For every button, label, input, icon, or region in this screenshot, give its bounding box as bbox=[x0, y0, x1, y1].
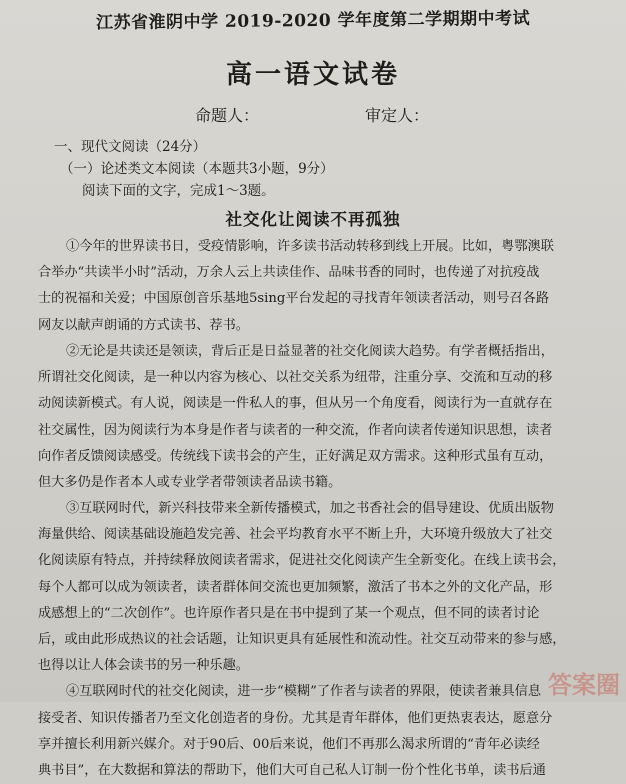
section-heading: 一、现代文阅读（24分） bbox=[54, 139, 207, 155]
setter-label: 命题人： bbox=[195, 106, 260, 125]
watermark-logo: 答案圈 bbox=[548, 671, 620, 699]
paragraph-line: 典书目”，在大数据和算法的帮助下，他们大可自己私人订制一份个性化书单，读书后通 bbox=[38, 763, 546, 778]
paragraph-line: ②无论是共读还是领读，背后正是日益显著的社交化阅读大趋势。有学者概括指出， bbox=[66, 344, 554, 359]
paragraph-line: 海量供给、阅读基础设施趋发完善、社会平均教育水平不断上升，大环境升级放大了社交 bbox=[38, 527, 553, 543]
paragraph-line: 向作者反馈阅读感受。传统线下读书会的产生，正好满足双方需求。这种形式虽有互动， bbox=[38, 448, 553, 464]
paragraph-4 bbox=[38, 679, 608, 784]
exam-header: 江苏省淮阴中学 2019-2020 学年度第二学期期中考试 bbox=[95, 8, 531, 34]
paragraph-2 bbox=[38, 339, 608, 496]
paragraph-line: 但大多仍是作者本人或专业学者带领读者品读书籍。 bbox=[38, 475, 342, 491]
instruction-text: 阅读下面的文字，完成1～3题。 bbox=[82, 183, 275, 199]
paragraph-line: ④互联网时代的社交化阅读，进一步“模糊”了作者与读者的界限，使读者兼具信息 bbox=[66, 684, 542, 700]
paragraph-1 bbox=[38, 234, 608, 339]
paragraph-line: 接受者、知识传播者乃至文化创造者的身份。尤其是青年群体，他们更热衷表达，愿意分 bbox=[38, 710, 553, 726]
article-title: 社交化让阅读不再孤独 bbox=[225, 210, 401, 229]
paragraph-line: 合举办“共读半小时”活动，万余人云上共读佳作、品味书香的同时，也传递了对抗疫战 bbox=[38, 265, 540, 281]
paragraph-line: 化阅读原有特点，并持续释放阅读者需求，促进社交化阅读产生全新变化。在线上读书会， bbox=[38, 553, 566, 569]
paragraph-line: 成感想上的“二次创作”。也许原作者只是在书中提到了某一个观点，但不同的读者讨论 bbox=[38, 605, 540, 621]
subsection-heading: （一）论述类文本阅读（本题共3小题，9分） bbox=[60, 161, 334, 177]
paragraph-line: 网友以献声朗诵的方式读书、荐书。 bbox=[38, 317, 249, 333]
paragraph-line: 社交属性，因为阅读行为本身是作者与读者的一种交流，作者向读者传递知识思想，读者 bbox=[38, 422, 553, 438]
paragraph-line: 享并擅长利用新兴媒介。对于90后、00后来说，他们不再那么渴求所谓的“青年必读经 bbox=[38, 736, 540, 752]
paragraph-line: 每个人都可以成为领读者，读者群体间交流也更加频繁，激活了书本之外的文化产品，形 bbox=[38, 579, 553, 595]
paragraph-line: ③互联网时代，新兴科技带来全新传播模式，加之书香社会的倡导建设、优质出版物 bbox=[66, 501, 554, 516]
paragraph-line: 所谓社交化阅读，是一种以内容为核心、以社交关系为纽带，注重分享、交流和互动的移 bbox=[38, 370, 553, 386]
paragraph-3 bbox=[38, 496, 608, 679]
paragraph-line: 后，或由此形成热议的社会话题，让知识更具有延展性和流动性。社交互动带来的参与感， bbox=[38, 632, 566, 648]
page-title: 高一语文试卷 bbox=[225, 60, 400, 90]
paragraph-line: 动阅读新模式。有人说，阅读是一件私人的事，但从另一个角度看，阅读行为一直就存在 bbox=[38, 396, 553, 412]
reviewer-label: 审定人： bbox=[365, 106, 430, 125]
paragraph-line: ①今年的世界读书日，受疫情影响，许多读书活动转移到线上开展。比如，粤鄂澳联 bbox=[66, 239, 554, 254]
paragraph-line: 也得以让人体会读书的另一种乐趣。 bbox=[38, 658, 249, 674]
paragraph-line: 士的祝福和关爱；中国原创音乐基地5sing平台发起的寻找青年领读者活动，则号召各路 bbox=[38, 291, 550, 307]
